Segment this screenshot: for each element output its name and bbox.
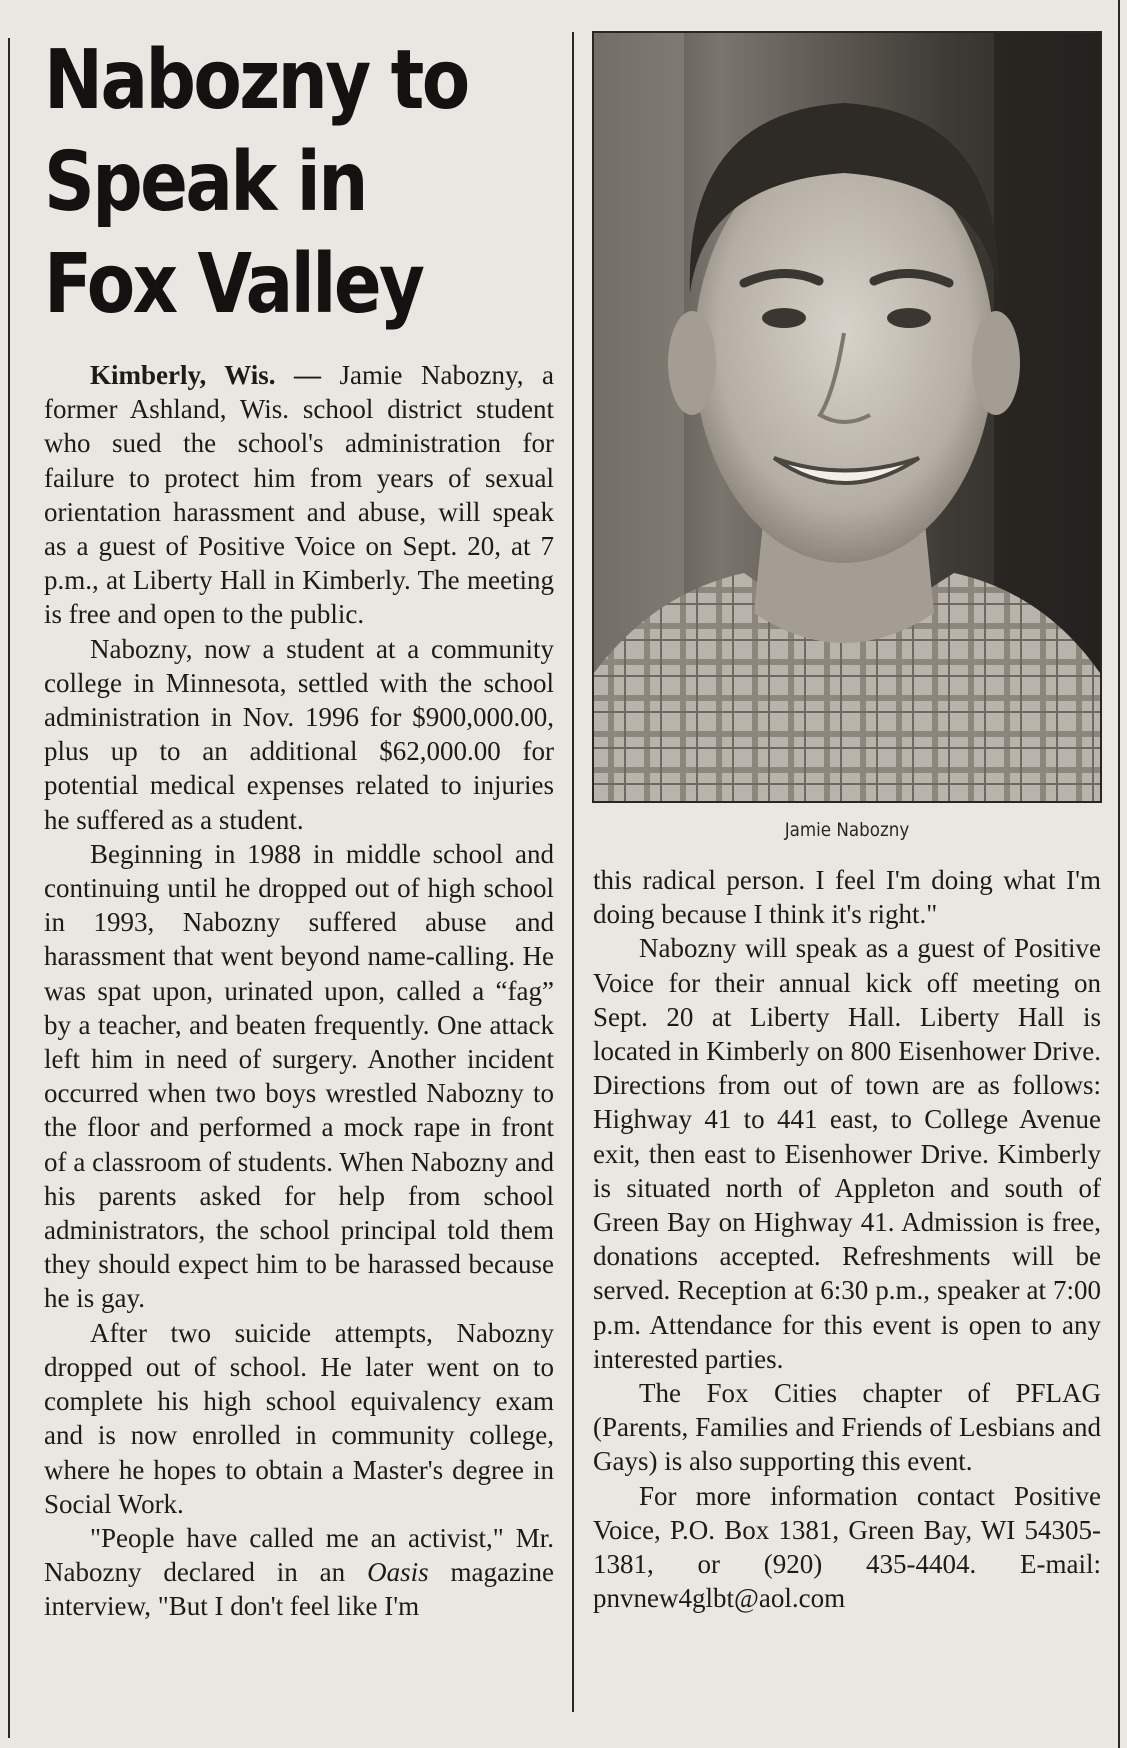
article-left-column [44,358,554,1624]
paragraph-3: Beginning in 1988 in middle school and continuing until he dropped out of high school in 1993, Nabozny suffered abuse and harassment that went beyond name-calling. He was spat upon, urinated upon, called a “fag” by a teacher, and beaten frequently. One attack left him in need of surgery. Another incident occurred when two boys wrestled Nabozny to the floor and performed a mock rape in front of a classroom of students. When Nabozny and his parents asked for help from school administrators, the school principal told them they should expect him to be harassed because he is gay. [44,838,554,1314]
paragraph-5-text-b: magazine interview, "But I don't feel like I'm [44,1557,554,1622]
headline [44,30,483,336]
portrait-photo [592,31,1102,803]
dateline: Kimberly, Wis. — [90,360,322,390]
paragraph-5 [44,1521,554,1624]
article-right-column [593,863,1101,1615]
paragraph-1-text: Jamie Nabozny, a former Ashland, Wis. school district student who sued the school's administration for failure to protect him from years of sexual orientation harassment and abuse, will speak as a guest of Positive Voice on Sept. 20, at 7 p.m., at Liberty Hall in Kimberly. The meeting is free and open to the public. [44,360,554,630]
paragraph-6: Nabozny will speak as a guest of Positive Voice for their annual kick off meeting on Sept. 20 at Liberty Hall. Liberty Hall is located in Kimberly on 800 Eisenhower Drive. Directions from out of town are as follows: Highway 41 to 441 east, to College Avenue exit, then east to Eisenhower Drive. Kimberly is situated north of Appleton and south of Green Bay on Highway 41. Admission is free, donations accepted. Refreshments will be served. Reception at 6:30 p.m., speaker at 7:00 p.m. Attendance for this event is open to any interested parties. [593,933,1101,1374]
paragraph-5-continued: this radical person. I feel I'm doing what I'm doing because I think it's right." [593,865,1101,930]
photo-caption: Jamie Nabozny [784,819,910,841]
paragraph-1 [44,358,554,632]
paragraph-5-text-a: "People have called me an activist," Mr. Nabozny declared in an [44,1522,554,1588]
paragraph-8: For more information contact Positive Voice, P.O. Box 1381, Green Bay, WI 54305-1381, or (920) 435-4404. E-mail: pnvnew4glbt@aol.com [593,1480,1101,1614]
portrait-image [594,33,1100,801]
magazine-name: Oasis [367,1557,429,1588]
column-divider-rule [572,32,574,1712]
paragraph-7: The Fox Cities chapter of PFLAG (Parents, Families and Friends of Lesbians and Gays) is also supporting this event. [593,1378,1101,1477]
headline-text: Nabozny to Speak in Fox Valley [44,33,468,332]
headline-block [44,30,554,336]
paragraph-4: After two suicide attempts, Nabozny dropped out of school. He later went on to complete his high school equivalency exam and is now enrolled in community college, where he hopes to obtain a Master's degree in Social Work. [44,1317,554,1519]
left-column-rule [8,38,10,1738]
right-edge-rule [1118,0,1120,1748]
paragraph-2: Nabozny, now a student at a community college in Minnesota, settled with the school administration in Nov. 1996 for $900,000.00, plus up to an additional $62,000.00 for potential medical expenses related to injuries he suffered as a student. [44,633,554,835]
